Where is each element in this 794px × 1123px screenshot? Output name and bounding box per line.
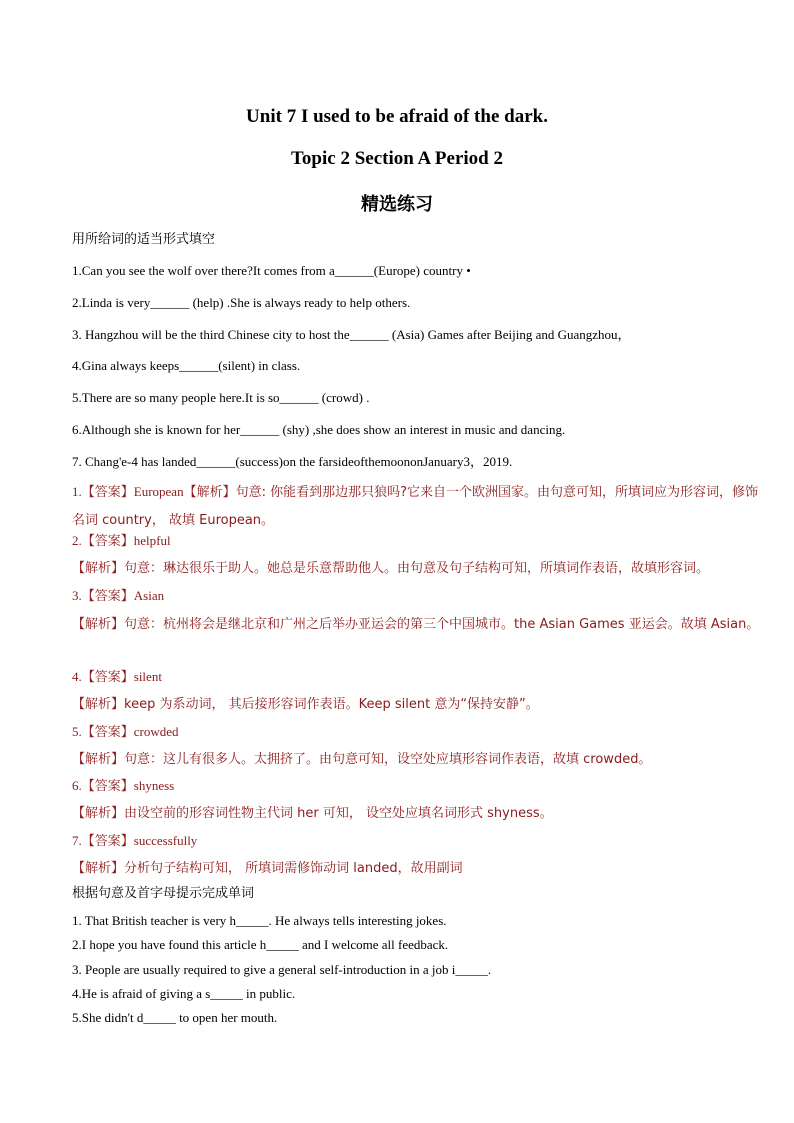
answer-4 — [72, 668, 762, 687]
explanation-text: keep 为系动词， 其后接形容词作表语。Keep silent 意为“保持安静”。 — [124, 697, 539, 712]
explanation-7 — [72, 859, 762, 878]
answer-num: 5. — [72, 724, 82, 739]
explanation-5 — [72, 750, 762, 769]
fill-question-4: 4.He is afraid of giving a s_____ in public. — [72, 986, 296, 1001]
explanation-text: 句意: 你能看到那边那只狼吗?它来自一个欧洲国家。由句意可知，所填词应为形容词，修饰名词 country， 故填 European。 — [72, 485, 759, 528]
question-7: 7. Chang'e-4 has landed______(success)on the farsideofthemoononJanuary3，2019. — [72, 454, 513, 469]
explanation-3 — [72, 610, 762, 638]
question-1: 1.Can you see the wolf over there?It comes from a______(Europe) country • — [72, 263, 471, 278]
answer-7 — [72, 832, 762, 851]
answer-value: successfully — [133, 833, 198, 848]
question-3: 3. Hangzhou will be the third Chinese city to host the______ (Asia) Games after Beijing and Guangzhou， — [72, 327, 631, 342]
explanation-tag: 【解析】 — [72, 561, 125, 576]
explanation-tag: 【解析】 — [72, 752, 125, 767]
explanation-tag: 【解析】 — [72, 617, 125, 632]
explanation-text: 由设空前的形容词性物主代词 her 可知， 设空处应填名词形式 shyness。 — [124, 806, 553, 821]
answer-value: crowded — [133, 724, 179, 739]
answer-tag: 【答案】 — [81, 834, 134, 849]
fill-question-5: 5.She didn't d_____ to open her mouth. — [72, 1010, 278, 1025]
explanation-tag: 【解析】 — [72, 861, 125, 876]
answer-num: 4. — [72, 669, 82, 684]
answer-num: 6. — [72, 778, 82, 793]
explanation-tag: 【解析】 — [72, 697, 125, 712]
answer-6 — [72, 777, 762, 796]
question-4: 4.Gina always keeps______(silent) in class. — [72, 358, 301, 373]
answer-tag: 【答案】 — [81, 725, 134, 740]
answer-value: Asian — [133, 588, 165, 603]
explanation-2 — [72, 559, 762, 578]
answer-tag: 【答案】 — [81, 670, 134, 685]
explanation-text: 分析句子结构可知， 所填词需修饰动词 landed，故用副词 — [124, 861, 463, 876]
section2-heading: 根据句意及首字母提示完成单词 — [72, 886, 255, 901]
explanation-6 — [72, 804, 762, 823]
section1-heading: 用所给词的适当形式填空 — [72, 232, 216, 247]
topic-title: Topic 2 Section A Period 2 — [290, 148, 503, 169]
answer-num: 3. — [72, 588, 82, 603]
answer-num: 1. — [72, 484, 82, 499]
fill-question-1: 1. That British teacher is very h_____. He always tells interesting jokes. — [72, 913, 447, 928]
question-5: 5.There are so many people here.It is so______ (crowd) . — [72, 390, 370, 405]
answer-1 — [72, 478, 762, 534]
answer-value: helpful — [133, 533, 171, 548]
answer-value: silent — [133, 669, 162, 684]
answer-2 — [72, 532, 762, 551]
explanation-text: 句意：杭州将会是继北京和广州之后举办亚运会的第三个中国城市。the Asian Games 亚运会。故填 Asian。 — [124, 617, 760, 632]
fill-question-2: 2.I hope you have found this article h_____ and I welcome all feedback. — [72, 937, 449, 952]
answer-value: shyness — [133, 778, 175, 793]
question-6: 6.Although she is known for her______ (shy) ,she does show an interest in music and dancing. — [72, 422, 566, 437]
fill-question-3: 3. People are usually required to give a general self-introduction in a job i_____. — [72, 962, 492, 977]
unit-title: Unit 7 I used to be afraid of the dark. — [246, 106, 548, 127]
answer-value: European — [133, 484, 184, 499]
answer-tag: 【答案】 — [81, 485, 134, 500]
answer-5 — [72, 723, 762, 742]
question-2: 2.Linda is very______ (help) .She is always ready to help others. — [72, 295, 411, 310]
answer-num: 2. — [72, 533, 82, 548]
explanation-text: 句意：琳达很乐于助人。她总是乐意帮助他人。由句意及句子结构可知，所填词作表语，故填形容词。 — [124, 561, 710, 576]
explanation-tag: 【解析】 — [183, 485, 236, 500]
explanation-text: 句意：这儿有很多人。太拥挤了。由句意可知，设空处应填形容词作表语，故填 crowded。 — [124, 752, 652, 767]
explanation-4 — [72, 695, 762, 714]
explanation-tag: 【解析】 — [72, 806, 125, 821]
answer-num: 7. — [72, 833, 82, 848]
practice-title: 精选练习 — [361, 194, 433, 215]
answer-tag: 【答案】 — [81, 534, 134, 549]
answer-3 — [72, 587, 762, 606]
answer-tag: 【答案】 — [81, 779, 134, 794]
answer-tag: 【答案】 — [81, 589, 134, 604]
